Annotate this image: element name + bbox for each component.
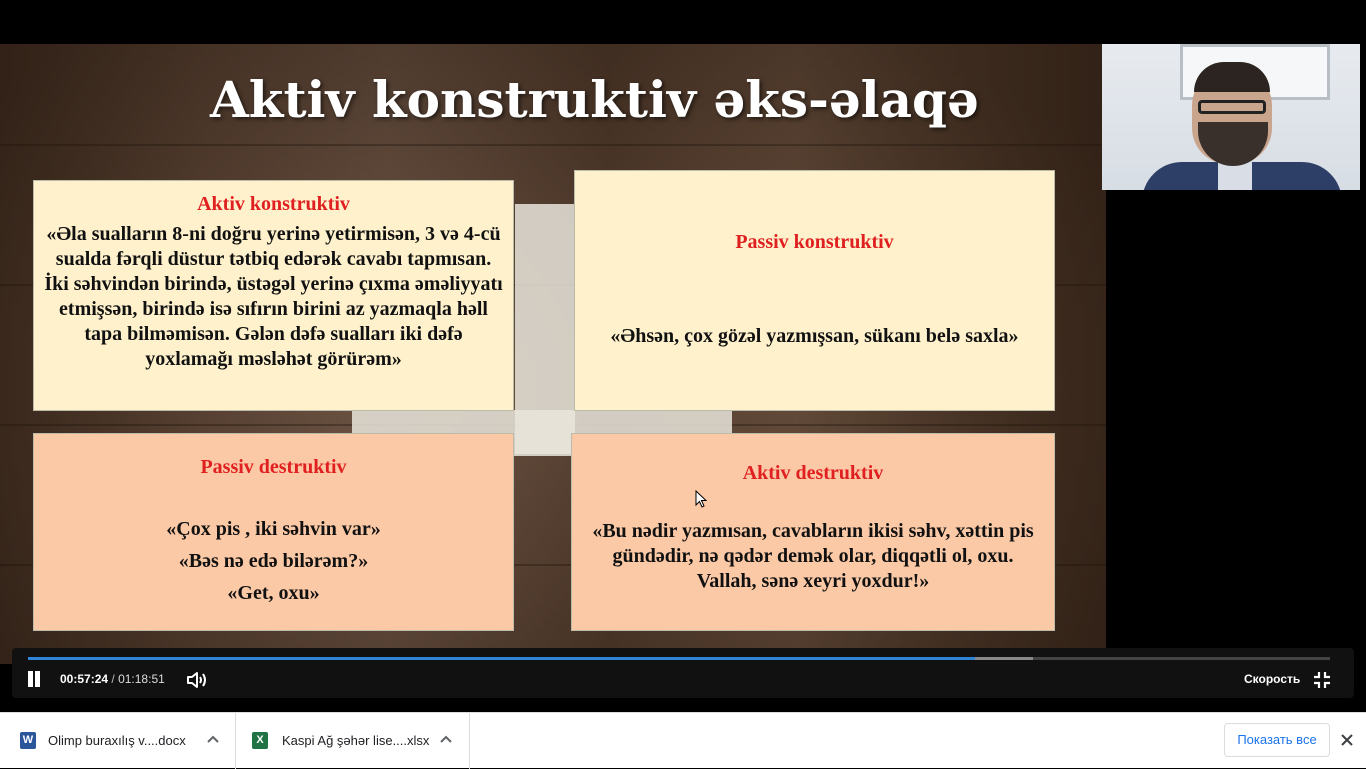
wood-grain	[0, 144, 1106, 146]
speed-button[interactable]: Скорость	[1244, 672, 1301, 686]
card-heading: Aktiv konstruktiv	[197, 193, 350, 215]
card-text: «Bu nədir yazmısan, cavabların ikisi səhv, xəttin pis gündədir, nə qədər demək olar, diqqətli ol, oxu. Vallah, sənə xeyri yoxdur!»	[592, 520, 1034, 592]
close-icon[interactable]	[1340, 733, 1354, 747]
presentation-slide	[0, 44, 1106, 664]
pause-icon	[35, 671, 40, 687]
card-text: «Əla sualların 8-ni doğru yerinə yetirmisən, 3 və 4-cü sualda fərqli düstur tətbiq edərək cavabı tapmısan. İki səhvindən birində, üstəgəl yerinə çıxma əməliyyatı etmişsən, birində isə sıfırın birini az yazmaqla həll tapa bilməmisən. Gələn dəfə sualları iki dəfə yoxlamağı məsləhət görürəm»	[44, 223, 503, 370]
chevron-up-icon[interactable]	[206, 733, 220, 747]
pause-button[interactable]	[26, 670, 42, 688]
exit-fullscreen-icon[interactable]	[1312, 670, 1332, 690]
pause-icon	[28, 671, 33, 687]
card-heading: Aktiv destruktiv	[742, 462, 884, 484]
volume-icon[interactable]	[186, 670, 210, 690]
time-separator: /	[111, 672, 115, 686]
show-all-button[interactable]: Показать все	[1224, 723, 1330, 757]
card-line: «Get, oxu»	[227, 582, 320, 604]
download-item[interactable]	[0, 713, 236, 769]
card-line: «Bəs nə edə bilərəm?»	[178, 550, 369, 572]
card-text: «Əhsən, çox gözəl yazmışsan, sükanı belə saxla»	[610, 325, 1019, 347]
current-time: 00:57:24	[60, 672, 109, 686]
downloads-bar	[0, 712, 1366, 768]
download-filename: Olimp buraxılış v....docx	[48, 733, 186, 748]
download-item[interactable]	[236, 713, 470, 769]
mouse-cursor-icon	[695, 490, 707, 508]
video-controls	[12, 648, 1354, 698]
card-heading: Passiv konstruktiv	[735, 231, 894, 253]
presenter-beard	[1198, 122, 1268, 166]
progress-bar[interactable]	[28, 657, 1330, 660]
card-line: «Çox pis , iki səhvin var»	[166, 518, 381, 540]
total-time: 01:18:51	[118, 672, 165, 686]
card-heading: Passiv destruktiv	[200, 456, 347, 478]
card-passive-constructive	[574, 170, 1055, 411]
time-display	[60, 672, 165, 686]
presenter-shirt	[1218, 162, 1252, 190]
played-range	[28, 657, 975, 660]
excel-file-icon: X	[252, 732, 268, 749]
card-passive-destructive	[33, 433, 514, 631]
download-filename: Kaspi Ağ şəhər lise....xlsx	[282, 733, 430, 748]
word-file-icon: W	[20, 732, 36, 749]
webcam-presenter	[1102, 44, 1360, 190]
slide-title: Aktiv konstruktiv əks-əlaqə	[210, 70, 979, 129]
chevron-up-icon[interactable]	[439, 733, 453, 747]
card-active-constructive	[33, 180, 514, 411]
presenter-glasses	[1198, 100, 1266, 114]
card-active-destructive	[571, 433, 1055, 631]
